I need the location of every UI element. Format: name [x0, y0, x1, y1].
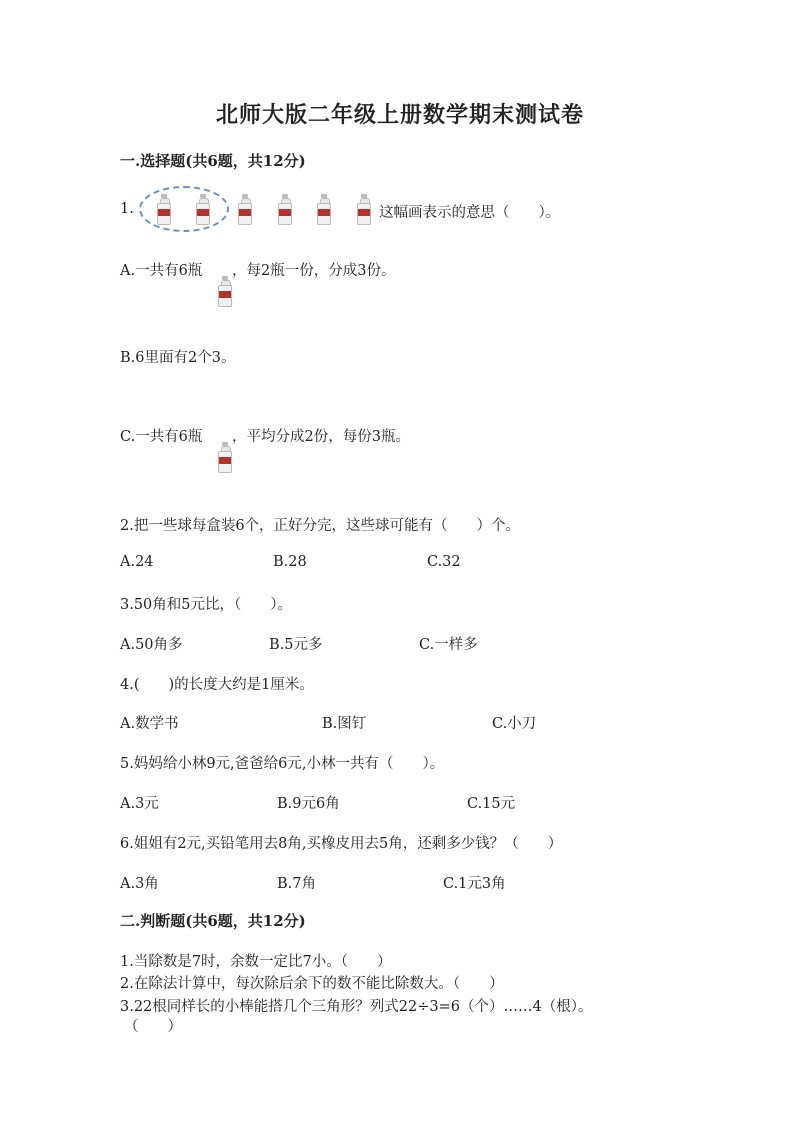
q2-option-a: A.24: [120, 554, 154, 570]
judge-item-1: 1.当除数是7时，余数一定比7小。（ ）: [120, 954, 392, 970]
section-2-heading: 二.判断题(共6题，共12分): [120, 912, 306, 930]
water-bottle-icon: [238, 194, 252, 224]
q5-option-c: C.15元: [467, 796, 516, 812]
q3-text: 3.50角和5元比，（ ）。: [120, 597, 293, 613]
q2-option-c: C.32: [427, 554, 461, 570]
dashed-oval-group: [139, 186, 229, 232]
q6-option-b: B.7角: [277, 876, 316, 892]
q1-text: 这幅画表示的意思（ ）。: [379, 205, 561, 221]
q4-option-c: C.小刀: [492, 716, 537, 732]
q5-option-b: B.9元6角: [277, 796, 340, 812]
q1-option-a-before: A.一共有6瓶: [120, 263, 203, 279]
judge-item-2: 2.在除法计算中，每次除后余下的数不能比除数大。（ ）: [120, 976, 504, 992]
q1-option-c-before: C.一共有6瓶: [120, 429, 203, 445]
page-title: 北师大版二年级上册数学期末测试卷: [215, 102, 584, 128]
judge-item-3: 3.22根同样长的小棒能搭几个三角形？列式22÷3=6（个）……4（根）。: [120, 999, 593, 1015]
q2-option-b: B.28: [273, 554, 307, 570]
q4-text: 4.( )的长度大约是1厘米。: [120, 677, 314, 693]
water-bottle-icon: [218, 442, 232, 472]
section-1-heading: 一.选择题(共6题，共12分): [120, 152, 306, 170]
q1-option-a-after: ，每2瓶一份，分成3份。: [232, 263, 396, 279]
water-bottle-icon: [218, 276, 232, 306]
q4-option-a: A.数学书: [120, 716, 179, 732]
q4-option-b: B.图钉: [322, 716, 367, 732]
q3-option-c: C.一样多: [419, 637, 478, 653]
judge-item-3-answer: （ ）: [124, 1019, 182, 1035]
water-bottle-icon: [317, 194, 331, 224]
q2-text: 2.把一些球每盒装6个，正好分完，这些球可能有（ ）个。: [120, 518, 521, 534]
q1-option-b: B.6里面有2个3。: [120, 350, 236, 366]
q5-option-a: A.3元: [120, 796, 159, 812]
water-bottle-icon: [357, 194, 371, 224]
q1-option-c-after: ，平均分成2份，每份3瓶。: [232, 429, 410, 445]
q1-prefix: 1.: [120, 201, 134, 217]
water-bottle-icon: [196, 194, 210, 224]
q6-text: 6.姐姐有2元,买铅笔用去8角,买橡皮用去5角，还剩多少钱？（ ）: [120, 836, 563, 852]
water-bottle-icon: [278, 194, 292, 224]
q5-text: 5.妈妈给小林9元,爸爸给6元,小林一共有（ ）。: [120, 756, 445, 772]
q3-option-b: B.5元多: [269, 637, 323, 653]
water-bottle-icon: [157, 194, 171, 224]
q6-option-c: C.1元3角: [443, 876, 506, 892]
q6-option-a: A.3角: [120, 876, 159, 892]
q3-option-a: A.50角多: [120, 637, 183, 653]
